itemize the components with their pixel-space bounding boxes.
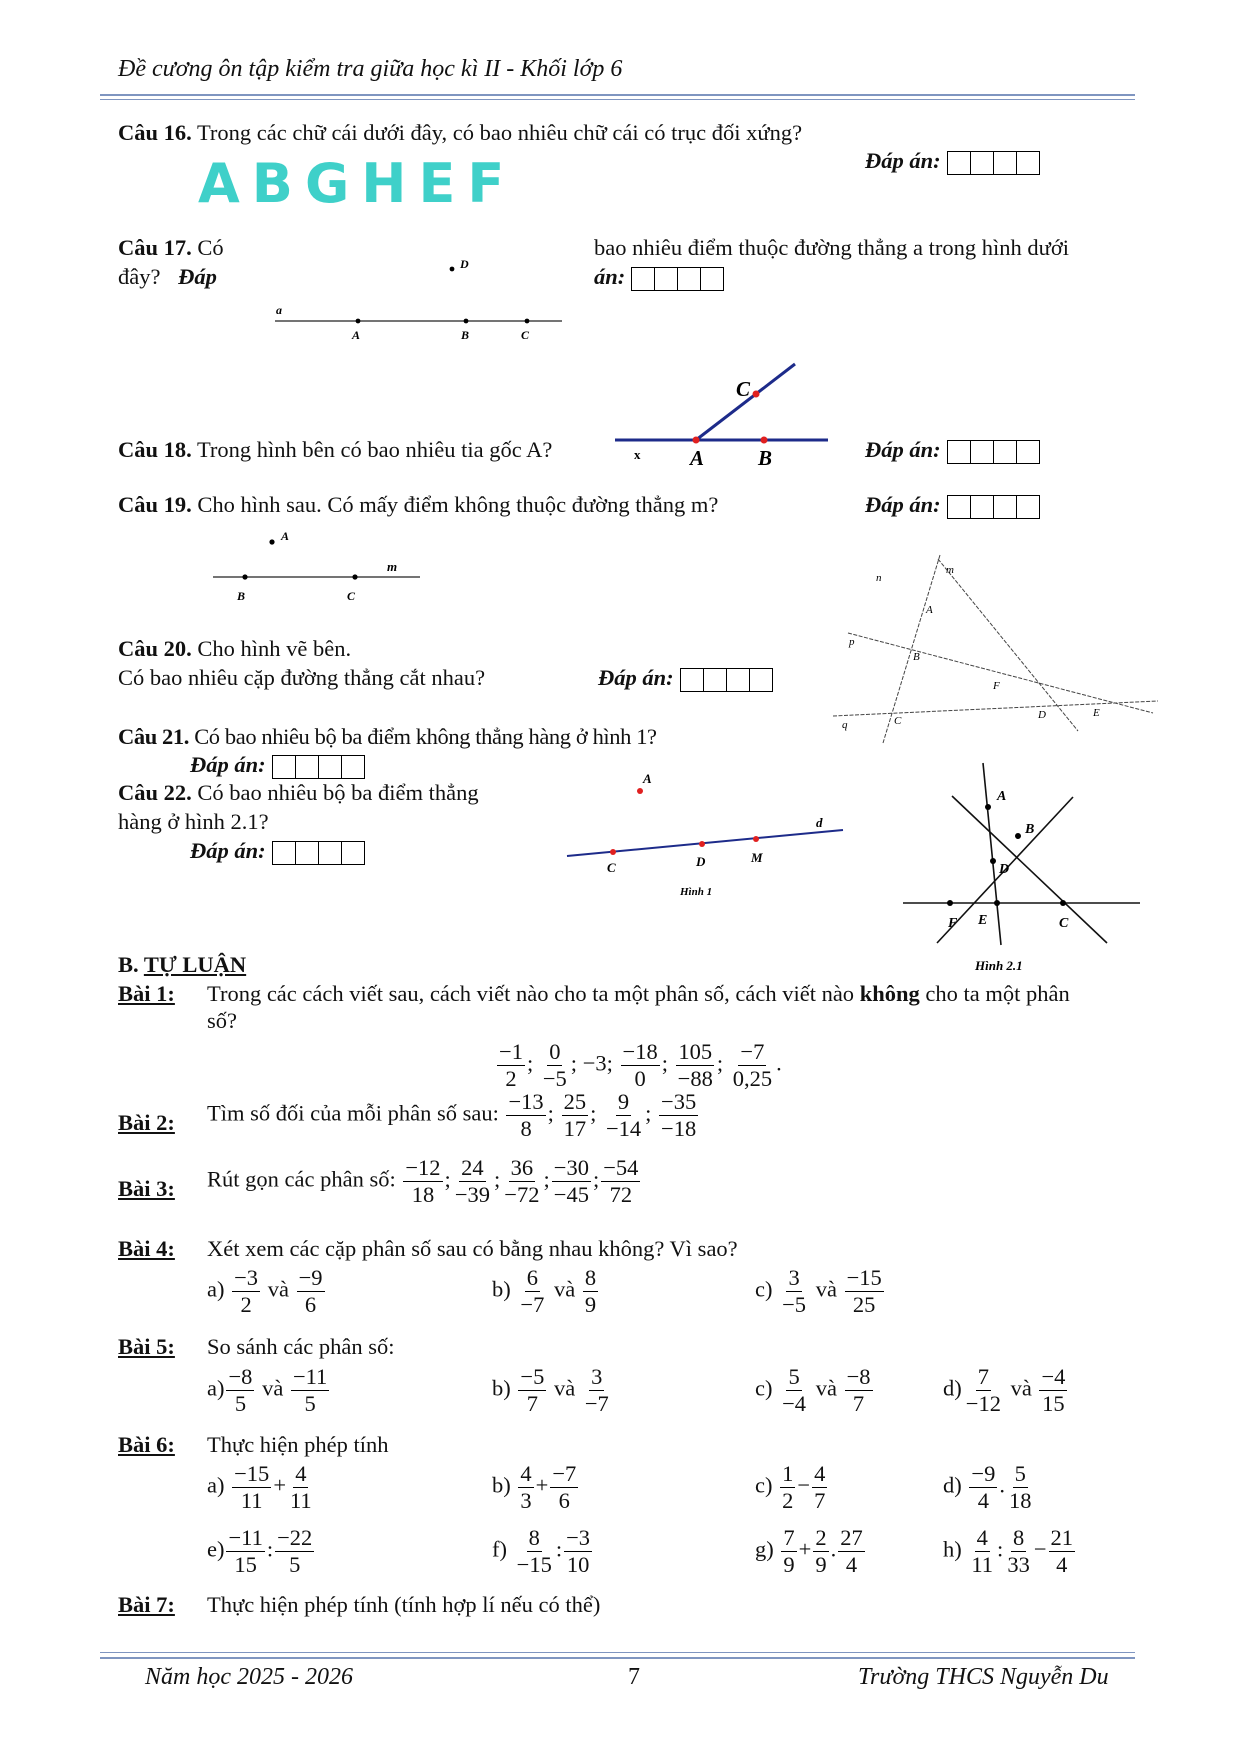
q20-label-a: A: [926, 604, 933, 616]
bai3-item-2: $\frac{24}{-39}$: [454, 1155, 491, 1207]
q20-answer-boxes[interactable]: [680, 668, 773, 692]
q17-figure: [270, 255, 570, 345]
bai1-text: Trong các cách viết sau, cách viết nào cho ta một phân số, cách viết nào không cho ta một phân: [207, 981, 1070, 1006]
bai5-text: So sánh các phân số:: [207, 1334, 395, 1359]
bai1-text-3: số?: [207, 1008, 237, 1033]
footer-rule: [100, 1657, 1135, 1659]
q19-label-a: A: [281, 529, 290, 543]
footer-page: 7: [628, 1664, 640, 1690]
hinh21-label-f: F: [948, 916, 958, 931]
hinh21-label-b: B: [1025, 822, 1035, 837]
q17-answer: án:: [594, 264, 724, 291]
bai3-row: Rút gọn các phân số: $\frac{-12}{18}$ ; $\frac{24}{-39}$ ; $\frac{36}{-72}$ ; $\frac{-30}{-45}$ ; $\frac{-54}{72}$: [207, 1155, 639, 1207]
q16-text: Câu 16. Trong các chữ cái dưới đây, có bao nhiêu chữ cái có trục đối xứng?: [118, 120, 803, 145]
q22-answer-boxes[interactable]: [272, 841, 365, 865]
q20-label-m: m: [946, 564, 954, 576]
q18-answer: Đáp án:: [865, 437, 1040, 464]
bai4-item-c: c) $\frac{3}{-5}$ và $\frac{-15}{25}$: [755, 1265, 882, 1317]
q20-label-c: C: [894, 715, 902, 727]
bai5-label: Bài 5:: [118, 1334, 175, 1359]
q22-answer: Đáp án:: [190, 838, 365, 865]
bai5-item-c: c) $\frac{5}{-4}$ và $\frac{-8}{7}$: [755, 1364, 871, 1416]
q18-label-c: C: [736, 377, 751, 401]
bai4-text: Xét xem các cặp phân số sau có bằng nhau không? Vì sao?: [207, 1236, 738, 1261]
q19-label-b: B: [237, 589, 246, 603]
q20-figure: [828, 553, 1168, 753]
bai1-item-2: $\frac{0}{-5}$: [542, 1039, 567, 1091]
bai6-item-b: b) $\frac{4}{3}$ + $\frac{-7}{6}$: [492, 1461, 577, 1513]
bai5-item-a: a) $\frac{-8}{5}$ và $\frac{-11}{5}$: [207, 1364, 328, 1416]
q18-text: Câu 18. Trong hình bên có bao nhiêu tia gốc A?: [118, 437, 553, 462]
bai1-item-5: $\frac{105}{-88}$: [677, 1039, 713, 1091]
bai7-text: Thực hiện phép tính (tính hợp lí nếu có thể): [207, 1592, 601, 1617]
q20-label-p: p: [849, 636, 855, 648]
hinh21-label-a: A: [997, 789, 1007, 804]
q22-text-1: Câu 22. Có bao nhiêu bộ ba điểm thẳng: [118, 780, 479, 805]
q20-text-2: Có bao nhiêu cặp đường thẳng cắt nhau?: [118, 665, 486, 690]
q18-figure: [610, 360, 840, 470]
q19-figure: [205, 525, 430, 610]
bai6-item-f: f) $\frac{8}{-15}$ : $\frac{-3}{10}$: [492, 1525, 591, 1577]
bai4-item-b: b) $\frac{6}{-7}$ và $\frac{8}{9}$: [492, 1265, 597, 1317]
q22-figure: [895, 760, 1145, 975]
q19-label-m: m: [387, 559, 398, 574]
q17-label-a-line: a: [276, 303, 282, 317]
section-b-title: B. TỰ LUẬN: [118, 952, 247, 977]
bai1-item-3: −3: [582, 1050, 607, 1076]
bai6-item-h: h) $\frac{4}{11}$ : $\frac{8}{33}$ − $\frac{21}{4}$: [943, 1525, 1074, 1577]
footer-year: Năm học 2025 - 2026: [145, 1664, 353, 1690]
hinh1-label-a: A: [643, 771, 652, 786]
q17-text-c: đây? Đáp: [118, 264, 217, 289]
q17-label-d: D: [460, 257, 469, 271]
hinh1-label-d: D: [696, 854, 706, 869]
q21-figure: [565, 770, 855, 900]
bai6-item-a: a) $\frac{-15}{11}$ + $\frac{4}{11}$: [207, 1461, 312, 1513]
bai6-item-g: g) $\frac{7}{9}$ + $\frac{2}{9}$ . $\frac{27}{4}$: [755, 1525, 863, 1577]
q18-label-b: B: [758, 446, 773, 470]
q20-label-n: n: [876, 572, 882, 584]
q17-text-b: bao nhiêu điểm thuộc đường thẳng a trong hình dưới: [594, 235, 1069, 260]
bai6-item-e: e) $\frac{-11}{15}$ : $\frac{-22}{5}$: [207, 1525, 313, 1577]
bai2-item-4: $\frac{-35}{-18}$: [661, 1089, 697, 1141]
footer-school: Trường THCS Nguyễn Du: [858, 1664, 1109, 1690]
q20-label-q: q: [842, 719, 848, 731]
bai1-item-1: $\frac{-1}{2}$: [499, 1039, 523, 1091]
q18-label-a: A: [690, 446, 705, 470]
header-rule-thin: [100, 99, 1135, 100]
bai6-text: Thực hiện phép tính: [207, 1432, 389, 1457]
q19-text: Câu 19. Cho hình sau. Có mấy điểm không thuộc đường thẳng m?: [118, 492, 719, 517]
q16-answer-boxes[interactable]: [947, 151, 1040, 175]
hinh21-label-d: D: [999, 862, 1010, 877]
bai3-item-4: $\frac{-30}{-45}$: [553, 1155, 589, 1207]
bai1-label: Bài 1:: [118, 981, 175, 1006]
bai4-item-a: a) $\frac{-3}{2}$ và $\frac{-9}{6}$: [207, 1265, 323, 1317]
q18-answer-boxes[interactable]: [947, 440, 1040, 464]
q21-answer: Đáp án:: [190, 752, 365, 779]
hinh1-label-m: M: [751, 850, 763, 865]
hinh21-label-c: C: [1059, 916, 1069, 931]
q19-answer: Đáp án:: [865, 492, 1040, 519]
bai5-item-d: d) $\frac{7}{-12}$ và $\frac{-4}{15}$: [943, 1364, 1066, 1416]
bai1-fractions: $\frac{-1}{2}$ ; $\frac{0}{-5}$ ; −3; $\frac{-18}{0}$ ; $\frac{105}{-88}$ ; $\frac{-7}{0,25}$ .: [499, 1039, 782, 1091]
hinh21-caption: Hình 2.1: [975, 958, 1023, 973]
q19-label-c: C: [347, 589, 356, 603]
bai1-item-4: $\frac{-18}{0}$: [622, 1039, 658, 1091]
bai2-item-1: $\frac{-13}{8}$: [508, 1089, 544, 1141]
bai3-label: Bài 3:: [118, 1176, 175, 1201]
q19-answer-boxes[interactable]: [947, 495, 1040, 519]
q20-label-b: B: [913, 651, 920, 663]
bai5-item-b: b) $\frac{-5}{7}$ và $\frac{3}{-7}$: [492, 1364, 609, 1416]
q16-letters: ABGHEF: [198, 152, 517, 215]
q20-label-d: D: [1038, 709, 1046, 721]
hinh1-caption: Hình 1: [680, 886, 713, 898]
bai7-label: Bài 7:: [118, 1592, 175, 1617]
q20-label-f: F: [993, 680, 1000, 692]
bai2-label: Bài 2:: [118, 1110, 175, 1135]
bai3-item-3: $\frac{36}{-72}$: [504, 1155, 540, 1207]
header-title: Đề cương ôn tập kiểm tra giữa học kì II - Khối lớp 6: [118, 56, 623, 82]
q18-label-x: x: [634, 447, 641, 462]
bai2-row: Tìm số đối của mỗi phân số sau: $\frac{-13}{8}$ ; $\frac{25}{17}$ ; $\frac{9}{-14}$ ; $\frac{-35}{-18}$: [207, 1089, 697, 1141]
q20-label-e: E: [1093, 707, 1100, 719]
q17-label-a: A: [352, 328, 361, 342]
q17-answer-boxes[interactable]: [631, 267, 724, 291]
q22-text-2: hàng ở hình 2.1?: [118, 809, 269, 834]
q20-answer: Đáp án:: [598, 665, 773, 692]
q20-text-1: Câu 20. Cho hình vẽ bên.: [118, 636, 352, 661]
bai3-item-5: $\frac{-54}{72}$: [603, 1155, 639, 1207]
bai2-item-3: $\frac{9}{-14}$: [605, 1089, 642, 1141]
q16-answer: Đáp án:: [865, 148, 1040, 175]
bai6-item-c: c) $\frac{1}{2}$ − $\frac{4}{7}$: [755, 1461, 826, 1513]
header-rule: [100, 94, 1135, 96]
bai1-item-6: $\frac{-7}{0,25}$: [732, 1039, 773, 1091]
q21-answer-boxes[interactable]: [272, 755, 365, 779]
bai3-item-1: $\frac{-12}{18}$: [405, 1155, 441, 1207]
hinh1-label-d-line: d: [816, 815, 823, 830]
footer-rule-thin: [100, 1652, 1135, 1653]
q17-label-b: B: [461, 328, 470, 342]
q17-text-a: Câu 17. Có: [118, 235, 224, 260]
q21-text: Câu 21. Có bao nhiêu bộ ba điểm không thẳng hàng ở hình 1?: [118, 724, 657, 749]
hinh21-label-e: E: [978, 913, 988, 928]
hinh1-label-c: C: [607, 860, 616, 875]
bai6-item-d: d) $\frac{-9}{4}$ . $\frac{5}{18}$: [943, 1461, 1032, 1513]
bai6-label: Bài 6:: [118, 1432, 175, 1457]
bai2-item-2: $\frac{25}{17}$: [563, 1089, 587, 1141]
bai4-label: Bài 4:: [118, 1236, 175, 1261]
q17-label-c: C: [521, 328, 530, 342]
